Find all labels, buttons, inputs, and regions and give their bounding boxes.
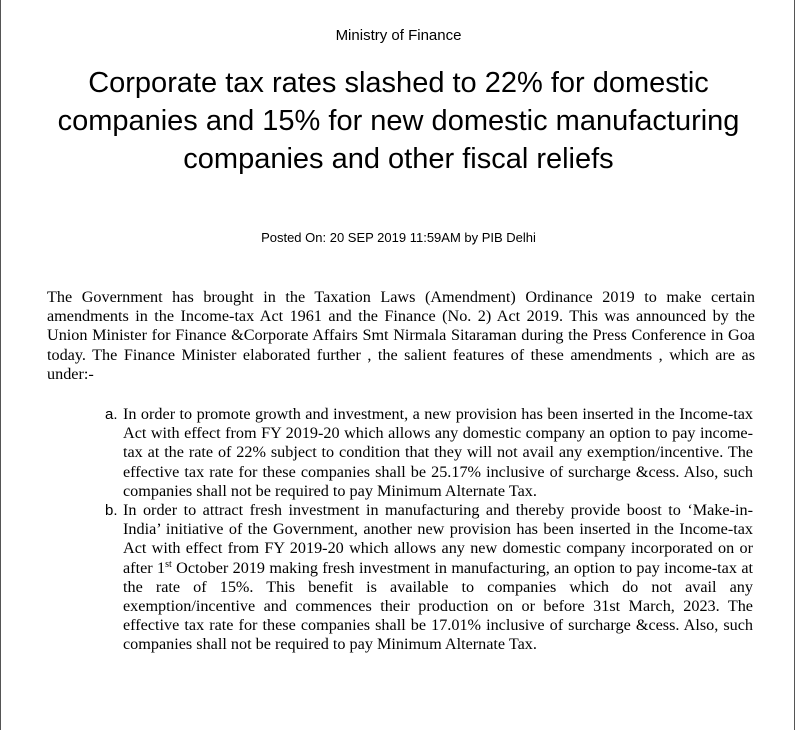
list-item-text-before: In order to attract fresh investment in manufacturing and thereby provide boost to ‘Make-in-India’ initiative of the Government, another new provision has been inserted in the Income-tax Act with effect from FY 2019-20 which allows any new domestic company incorporated on or after 1	[123, 501, 753, 577]
ordinal-superscript: st	[165, 558, 172, 570]
list-item-text-after: October 2019 making fresh investment in manufacturing, an option to pay income-tax at the rate of 15%. This benefit is available to companies which do not avail any exemption/incentive and commences their production on or before 31st March, 2023. The effective tax rate for these companies shall be 17.01% inclusive of surcharge &cess. Also, such companies shall not be required to pay Minimum Alternate Tax.	[123, 558, 754, 654]
list-marker: a.	[105, 406, 118, 423]
ministry-name: Ministry of Finance	[335, 27, 462, 44]
amendments-list	[105, 405, 754, 655]
list-item	[105, 501, 754, 655]
list-item	[105, 405, 753, 501]
posted-info: Posted On: 20 SEP 2019 11:59AM by PIB Delhi	[261, 230, 536, 245]
press-release-title: Corporate tax rates slashed to 22% for domestic companies and 15% for new domestic manufacturing companies and other fiscal reliefs	[57, 67, 740, 175]
list-item-text: In order to promote growth and investment, a new provision has been inserted in the Income-tax Act with effect from FY 2019-20 which allows any domestic company an option to pay income-tax at the rate of 22% subject to condition that they will not avail any exemption/incentive. The effective tax rate for these companies shall be 25.17% inclusive of surcharge &cess. Also, such companies shall not be required to pay Minimum Alternate Tax.	[123, 405, 753, 500]
intro-paragraph: The Government has brought in the Taxation Laws (Amendment) Ordinance 2019 to make certain amendments in the Income-tax Act 1961 and the Finance (No. 2) Act 2019. This was announced by the Union Minister for Finance &Corporate Affairs Smt Nirmala Sitaraman during the Press Conference in Goa today. The Finance Minister elaborated further , the salient features of these amendments , which are as under:-	[47, 288, 755, 383]
list-marker: b.	[105, 502, 118, 520]
